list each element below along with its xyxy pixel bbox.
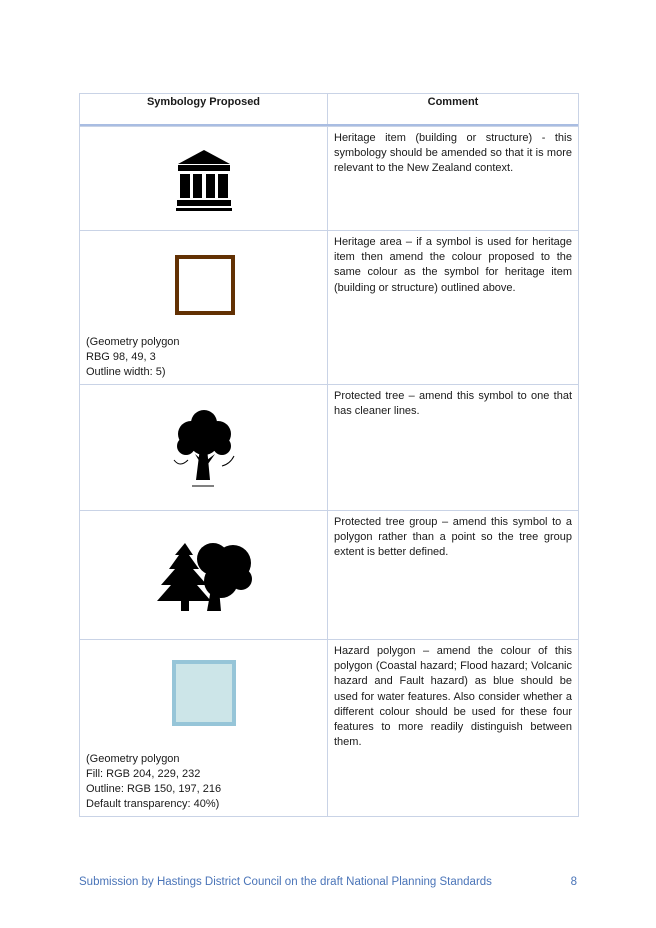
table-header-row — [80, 94, 578, 126]
page-number: 8 — [570, 876, 577, 888]
table-row — [80, 126, 578, 230]
tree-group-icon — [155, 539, 255, 613]
table-row — [80, 639, 578, 816]
comment-text: Protected tree – amend this symbol to one that has cleaner lines. — [334, 390, 572, 418]
footer-text: Submission by Hastings District Council on the draft National Planning Standards — [79, 876, 492, 888]
header-symbology: Symbology Proposed — [80, 94, 328, 124]
square-outline-icon — [175, 255, 235, 315]
comment-text: Protected tree group – amend this symbol to a polygon rather than a point so the tree group extent is better defined. — [334, 516, 572, 559]
heritage-building-icon — [176, 150, 232, 212]
tree-icon — [170, 408, 240, 490]
page-footer — [79, 876, 577, 888]
geometry-info: (Geometry polygon RBG 98, 49, 3 Outline width: 5) — [86, 336, 180, 378]
comment-text: Hazard polygon – amend the colour of this polygon (Coastal hazard; Flood hazard; Volcanic hazard and Fault hazard) as blue should be used for water features. Also consider whether a different colour should be used for these four features to more readily distinguish between them. — [334, 645, 572, 749]
table-row — [80, 510, 578, 639]
table-row — [80, 230, 578, 384]
geometry-info: (Geometry polygon Fill: RGB 204, 229, 232 Outline: RGB 150, 197, 216 Default transparency: 40%) — [86, 753, 222, 810]
table-row — [80, 384, 578, 510]
symbology-table — [79, 93, 579, 817]
comment-text: Heritage area – if a symbol is used for heritage item then amend the colour proposed to the same colour as the symbol for heritage item (building or structure) outlined above. — [334, 236, 572, 294]
header-comment: Comment — [427, 96, 479, 108]
comment-text: Heritage item (building or structure) - this symbology should be amended so that it is more relevant to the New Zealand context. — [334, 132, 572, 175]
hazard-square-icon — [172, 660, 236, 726]
